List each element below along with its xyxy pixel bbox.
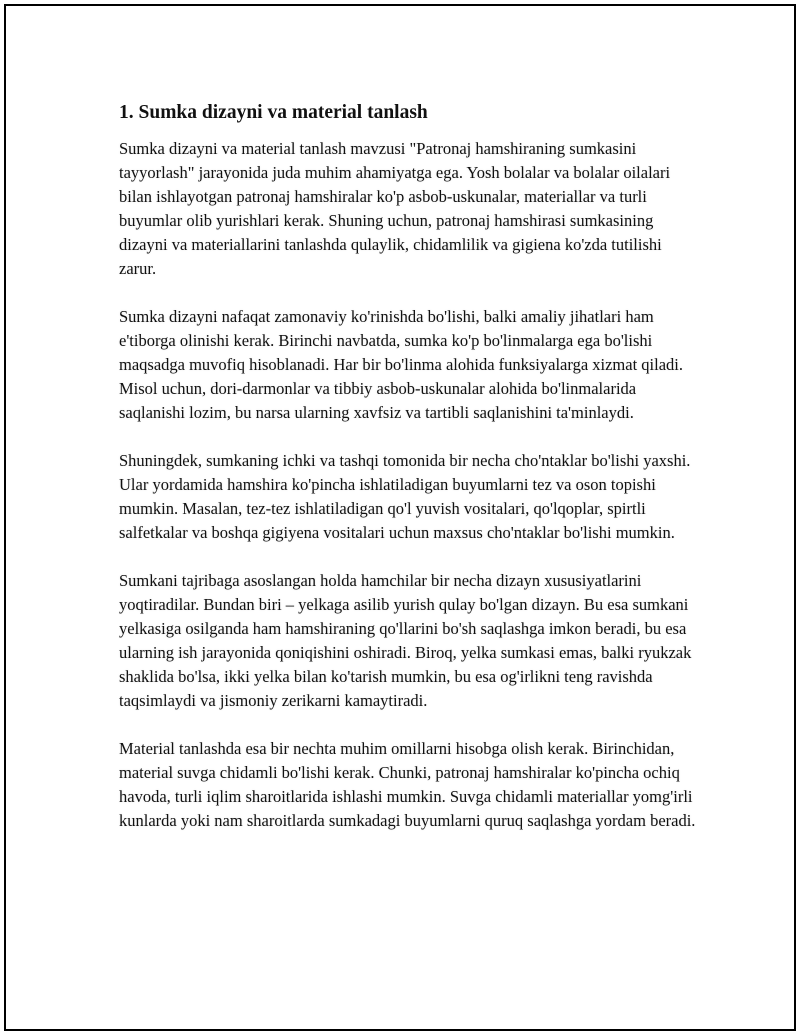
paragraph: Shuningdek, sumkaning ichki va tashqi tomonida bir necha cho'ntaklar bo'lishi yaxshi. Ular yordamida hamshira ko'pincha ishlatiladigan buyumlarni tez va oson topishi mumkin. Masalan, tez-tez ishlatiladigan qo'l yuvish vositalari, qo'lqoplar, spirtli salfetkalar va boshqa gigiyena vositalari uchun maxsus cho'ntaklar bo'lishi mumkin. bbox=[119, 451, 691, 542]
paragraph: Sumka dizayni va material tanlash mavzusi "Patronaj hamshiraning sumkasini tayyorlash" jarayonida juda muhim ahamiyatga ega. Yosh bolalar va bolalar oilalari bilan ishlayotgan patronaj hamshiralar ko'p asbob-uskunalar, materiallar va turli buyumlar olib yurishlari kerak. Shuning uchun, patronaj hamshirasi sumkasining dizayni va materiallarini tanlashda qulaylik, chidamlilik va gigiena ko'zda tutilishi zarur. bbox=[119, 139, 671, 278]
paragraph: Sumkani tajribaga asoslangan holda hamchilar bir necha dizayn xususiyatlarini yoqtiradilar. Bundan biri – yelkaga asilib yurish qulay bo'lgan dizayn. Bu esa sumkani yelkasiga osilganda ham hamshiraning qo'llarini bo'sh saqlashga imkon beradi, bu esa ularning ish jarayonida qoniqishini oshiradi. Biroq, yelka sumkasi emas, balki ryukzak shaklida bo'lsa, ikki yelka bilan ko'tarish mumkin, bu esa og'irlikni teng ravishda taqsimlaydi va jismoniy zerikarni kamaytiradi. bbox=[119, 571, 692, 710]
page-frame bbox=[4, 4, 796, 1031]
section-heading: 1. Sumka dizayni va material tanlash bbox=[119, 102, 428, 123]
paragraph: Material tanlashda esa bir nechta muhim omillarni hisobga olish kerak. Birinchidan, material suvga chidamli bo'lishi kerak. Chunki, patronaj hamshiralar ko'pincha ochiq havoda, turli iqlim sharoitlarida ishlashi mumkin. Suvga chidamli materiallar yomg'irli kunlarda yoki nam sharoitlarda sumkadagi buyumlarni quruq saqlashga yordam beradi. bbox=[119, 739, 696, 830]
document-content bbox=[119, 100, 699, 857]
paragraph: Sumka dizayni nafaqat zamonaviy ko'rinishda bo'lishi, balki amaliy jihatlari ham e'tiborga olinishi kerak. Birinchi navbatda, sumka ko'p bo'linmalarga ega bo'lishi maqsadga muvofiq hisoblanadi. Har bir bo'linma alohida funksiyalarga xizmat qiladi. Misol uchun, dori-darmonlar va tibbiy asbob-uskunalar alohida bo'linmalarida saqlanishi lozim, bu narsa ularning xavfsiz va tartibli saqlanishini ta'minlaydi. bbox=[119, 307, 683, 422]
